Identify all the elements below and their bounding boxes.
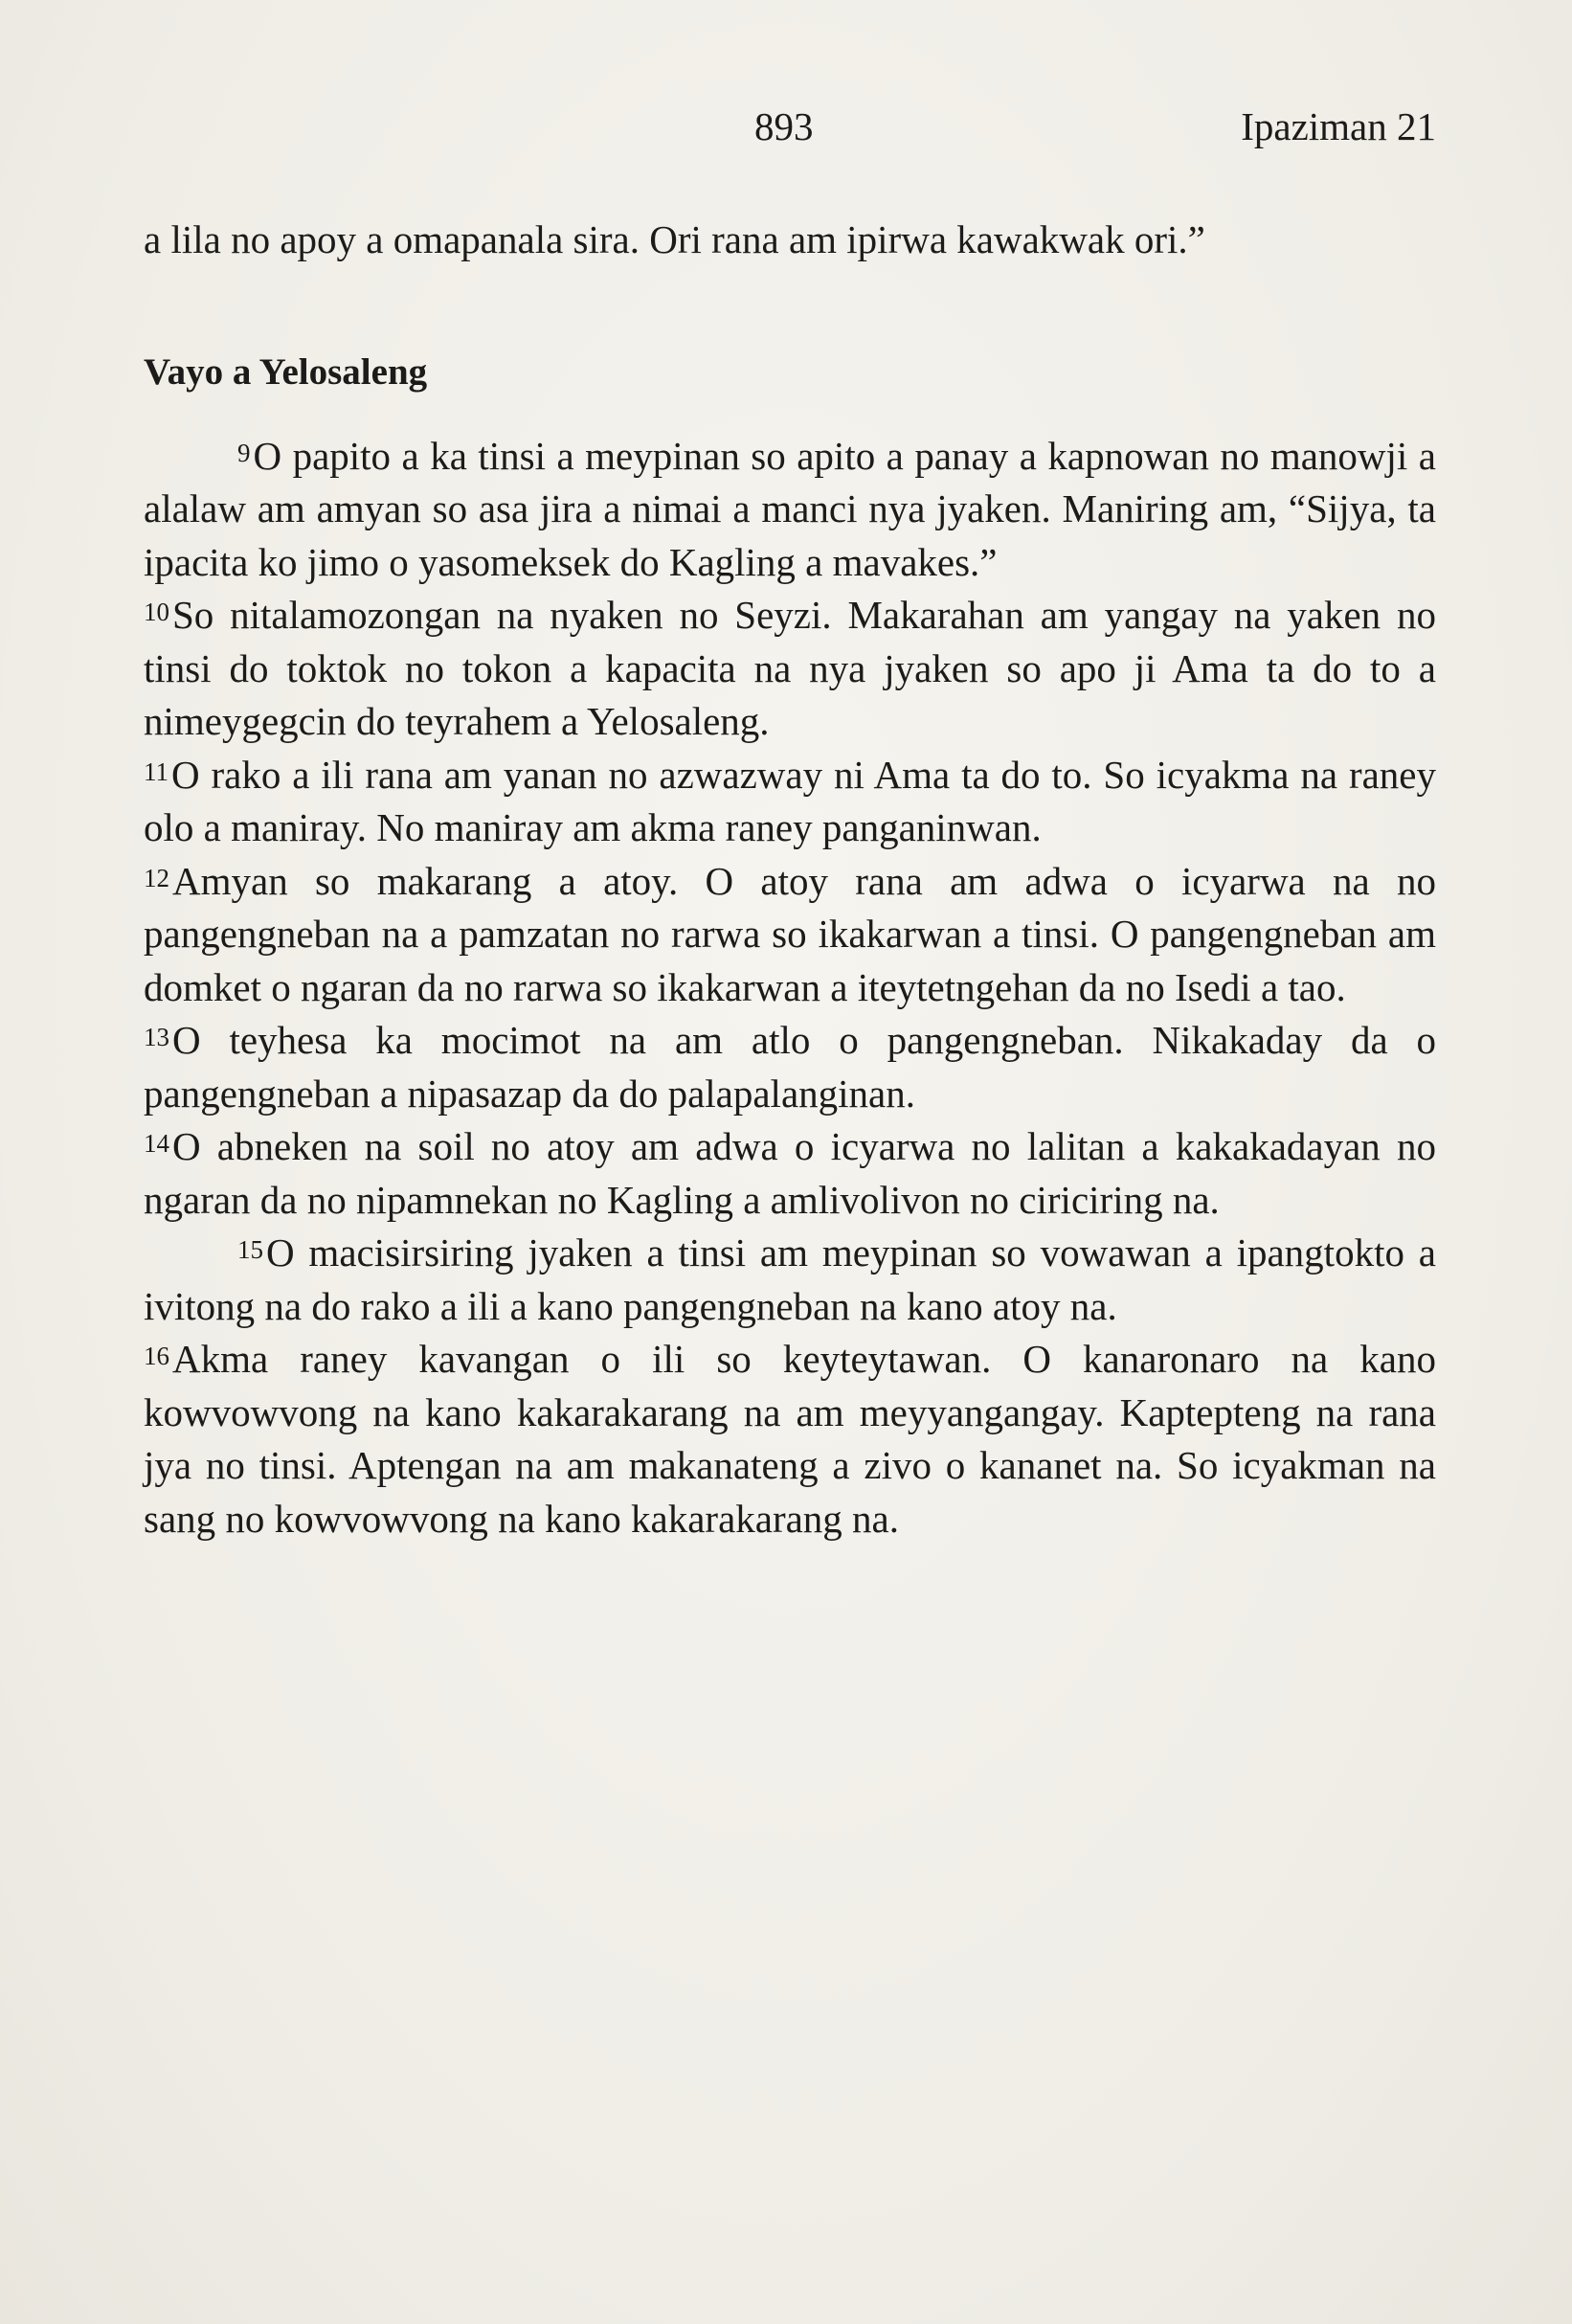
verse-10	[144, 589, 1436, 749]
verse-11	[144, 749, 1436, 855]
page-header	[144, 103, 1436, 161]
page-number: 893	[754, 104, 814, 148]
verse-number: 9	[237, 438, 251, 467]
verse-text: O macisirsiring jyaken a tinsi am meypinan so vowawan a ipangtokto a ivitong na do rako a ili a kano pangengneban na kano atoy na.	[144, 1230, 1436, 1328]
verse-14	[144, 1120, 1436, 1227]
verse-number: 15	[237, 1235, 263, 1264]
verse-number: 13	[144, 1023, 169, 1051]
verse-13	[144, 1014, 1436, 1120]
verse-text: O papito a ka tinsi a meypinan so apito a panay a kapnowan no manowji a alalaw am amyan so asa jira a nimai a manci nya jyaken. Maniring am, “Sijya, ta ipacita ko jimo o yasomeksek do Kagling a mavakes.”	[144, 433, 1436, 584]
verse-text: O teyhesa ka mocimot na am atlo o pangengneban. Nikakaday da o pangengneban a nipasazap da do palapalanginan.	[144, 1018, 1436, 1116]
verse-number: 10	[144, 598, 169, 626]
verse-text: So nitalamozongan na nyaken no Seyzi. Makarahan am yangay na yaken no tinsi do toktok no tokon a kapacita na nya jyaken so apo ji Ama ta do to a nimeygegcin do teyrahem a Yelosaleng.	[144, 593, 1436, 743]
verse-12	[144, 855, 1436, 1015]
verse-number: 14	[144, 1129, 169, 1158]
verse-text: O rako a ili rana am yanan no azwazway ni Ama ta do to. So icyakma na raney olo a maniray. No maniray am akma raney panganinwan.	[144, 752, 1436, 849]
section-heading: Vayo a Yelosaleng	[144, 350, 428, 393]
verse-number: 16	[144, 1342, 169, 1370]
verse-text: Akma raney kavangan o ili so keyteytawan. O kanaronaro na kano kowvowvong na kano kakarakarang na am meyyangangay. Kaptepteng na rana jya no tinsi. Aptengan na am makanateng a zivo o kananet na. So icyakman na sang no kowvowvong na kano kakarakarang na.	[144, 1337, 1436, 1541]
page-body	[144, 214, 1436, 1546]
verse-text: Amyan so makarang a atoy. O atoy rana am adwa o icyarwa na no pangengneban na a pamzatan no rarwa so ikakarwan a tinsi. O pangengneban am domket o ngaran da no rarwa so ikakarwan a iteytetngehan da no Isedi a tao.	[144, 858, 1436, 1009]
verse-16	[144, 1333, 1436, 1546]
opening-paragraph: a lila no apoy a omapanala sira. Ori rana am ipirwa kawakwak ori.”	[144, 217, 1205, 261]
verse-text: O abneken na soil no atoy am adwa o icyarwa no lalitan a kakakadayan no ngaran da no nipamnekan no Kagling a amlivolivon no ciriciring na.	[144, 1124, 1436, 1222]
verse-15	[144, 1227, 1436, 1333]
verse-9	[144, 430, 1436, 590]
verse-number: 11	[144, 756, 168, 786]
running-head: Ipaziman 21	[1241, 104, 1436, 148]
verse-number: 12	[144, 863, 169, 892]
